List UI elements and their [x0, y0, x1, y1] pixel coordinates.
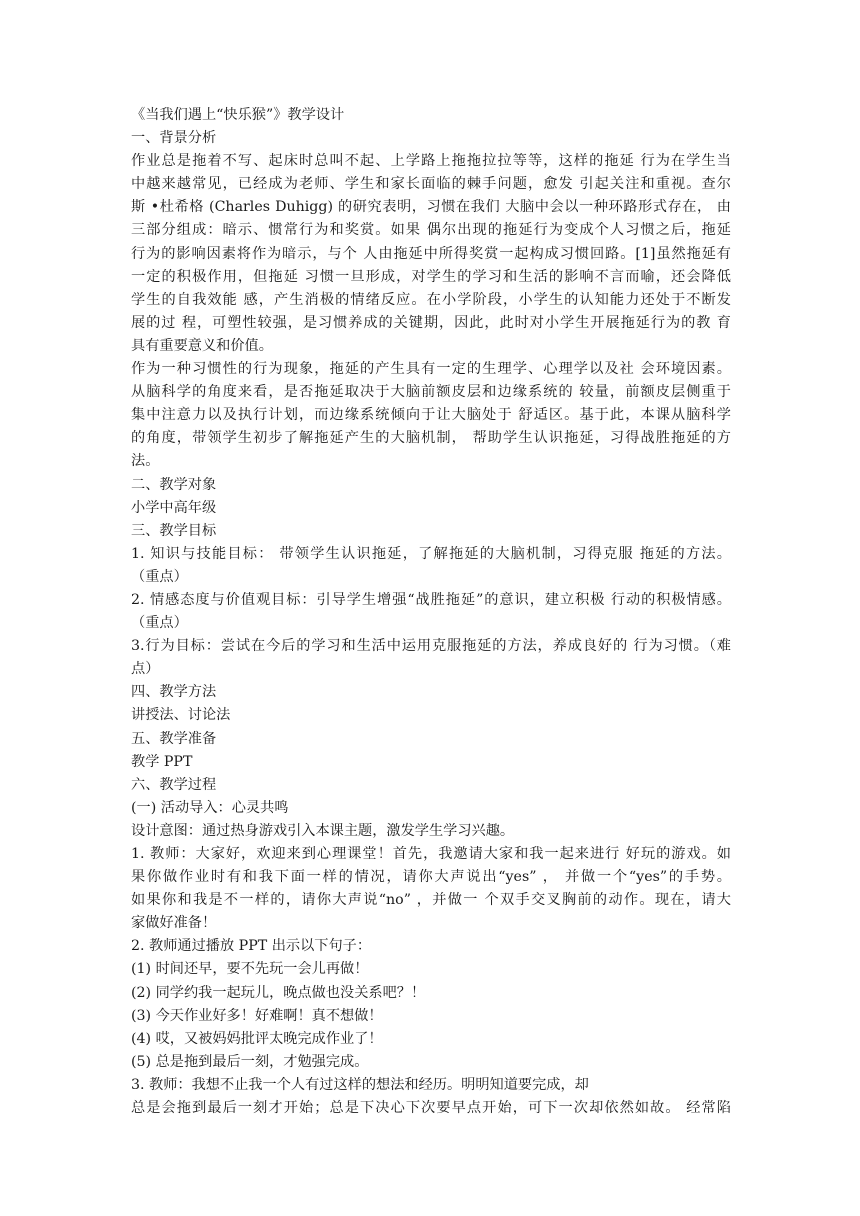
- text-line: 四、教学方法: [131, 684, 217, 701]
- text-line: 具有重要意义和价值。: [131, 337, 273, 354]
- text-line: （重点）: [131, 568, 188, 585]
- text-line: 集中注意力以及执行计划，而边缘系统倾向于让大脑处于 舒适区。基于此，本课从脑科学: [131, 407, 731, 424]
- text-line: 的角度，带领学生初步了解拖延产生的大脑机制， 帮助学生认识拖延，习得战胜拖延的方: [131, 430, 731, 447]
- document-title: 《当我们遇上“快乐猴”》教学设计: [131, 107, 345, 123]
- text-line: 行为的影响因素将作为暗示，与个 人由拖延中所得奖赏一起构成习惯回路。[1]虽然拖延有: [131, 245, 731, 262]
- text-line: (5) 总是拖到最后一刻，才勉强完成。: [131, 1053, 369, 1070]
- text-line: 教学 PPT: [131, 753, 193, 770]
- text-line: 学生的自我效能 感，产生消极的情绪反应。在小学阶段，小学生的认知能力还处于不断发: [131, 291, 731, 308]
- text-line: 五、教学准备: [131, 730, 217, 747]
- text-line: 从脑科学的角度来看，是否拖延取决于大脑前额皮层和边缘系统的 较量，前额皮层侧重于: [131, 384, 731, 401]
- text-line: 1. 教师：大家好，欢迎来到心理课堂！首先，我邀请大家和我一起来进行 好玩的游戏。如: [131, 846, 731, 862]
- document-lines: [131, 127, 731, 1120]
- text-line: (一) 活动导入：心灵共鸣: [131, 799, 289, 816]
- text-line: 设计意图：通过热身游戏引入本课主题，激发学生学习兴趣。: [131, 822, 515, 839]
- text-line: 3. 教师：我想不止我一个人有过这样的想法和经历。明明知道要完成，却: [131, 1076, 589, 1093]
- text-line: (3) 今天作业好多！好难啊！真不想做！: [131, 1007, 383, 1024]
- text-line: 斯 •杜希格 (Charles Duhigg) 的研究表明，习惯在我们 大脑中会以一种环路形式存在， 由: [131, 199, 731, 216]
- text-line: 讲授法、讨论法: [131, 707, 231, 724]
- text-line: 2. 情感态度与价值观目标：引导学生增强“战胜拖延”的意识，建立积极 行动的积极情感。: [131, 591, 731, 608]
- text-line: 作业总是拖着不写、起床时总叫不起、上学路上拖拖拉拉等等，这样的拖延 行为在学生当: [131, 153, 731, 170]
- text-line: 3.行为目标：尝试在今后的学习和生活中运用克服拖延的方法，养成良好的 行为习惯。（难: [131, 638, 731, 655]
- text-line: 点）: [131, 661, 160, 678]
- text-line: 1. 知识与技能目标： 带领学生认识拖延，了解拖延的大脑机制，习得克服 拖延的方法。: [131, 545, 731, 562]
- text-line: (2) 同学约我一起玩儿，晚点做也没关系吧？！: [131, 984, 426, 1001]
- text-line: 法。: [131, 453, 160, 470]
- text-line: 六、教学过程: [131, 776, 217, 793]
- text-line: 一定的积极作用，但拖延 习惯一旦形成，对学生的学习和生活的影响不言而喻，还会降低: [131, 268, 731, 285]
- text-line: (4) 哎，又被妈妈批评太晚完成作业了！: [131, 1030, 383, 1047]
- text-line: 如果你和我是不一样的，请你大声说“no” ，并做一 个双手交叉胸前的动作。现在，请大: [131, 892, 731, 909]
- text-line: 2. 教师通过播放 PPT 出示以下句子：: [131, 938, 372, 955]
- text-line: 总是会拖到最后一刻才开始；总是下决心下次要早点开始，可下一次却依然如故。 经常陷: [131, 1100, 731, 1117]
- text-line: 三部分组成：暗示、惯常行为和奖赏。如果 偶尔出现的拖延行为变成个人习惯之后，拖延: [131, 222, 731, 239]
- document-body: [131, 104, 731, 1120]
- text-line: （重点）: [131, 615, 188, 632]
- text-line: 果你做作业时有和我下面一样的情况，请你大声说出“yes” ， 并做一个“yes”的手势。: [131, 869, 731, 886]
- text-line: 中越来越常见，已经成为老师、学生和家长面临的棘手问题，愈发 引起关注和重视。查尔: [131, 176, 731, 193]
- text-line: 三、教学目标: [131, 522, 217, 539]
- text-line: 二、教学对象: [131, 476, 217, 493]
- text-line: (1) 时间还早，要不先玩一会儿再做！: [131, 961, 369, 978]
- text-line: 展的过 程，可塑性较强，是习惯养成的关键期，因此，此时对小学生开展拖延行为的教 育: [131, 314, 731, 331]
- text-line: 小学中高年级: [131, 499, 217, 516]
- text-line: 作为一种习惯性的行为现象，拖延的产生具有一定的生理学、心理学以及社 会环境因素。: [131, 361, 731, 378]
- text-line: 一、背景分析: [131, 130, 217, 147]
- text-line: 家做好准备！: [131, 915, 217, 932]
